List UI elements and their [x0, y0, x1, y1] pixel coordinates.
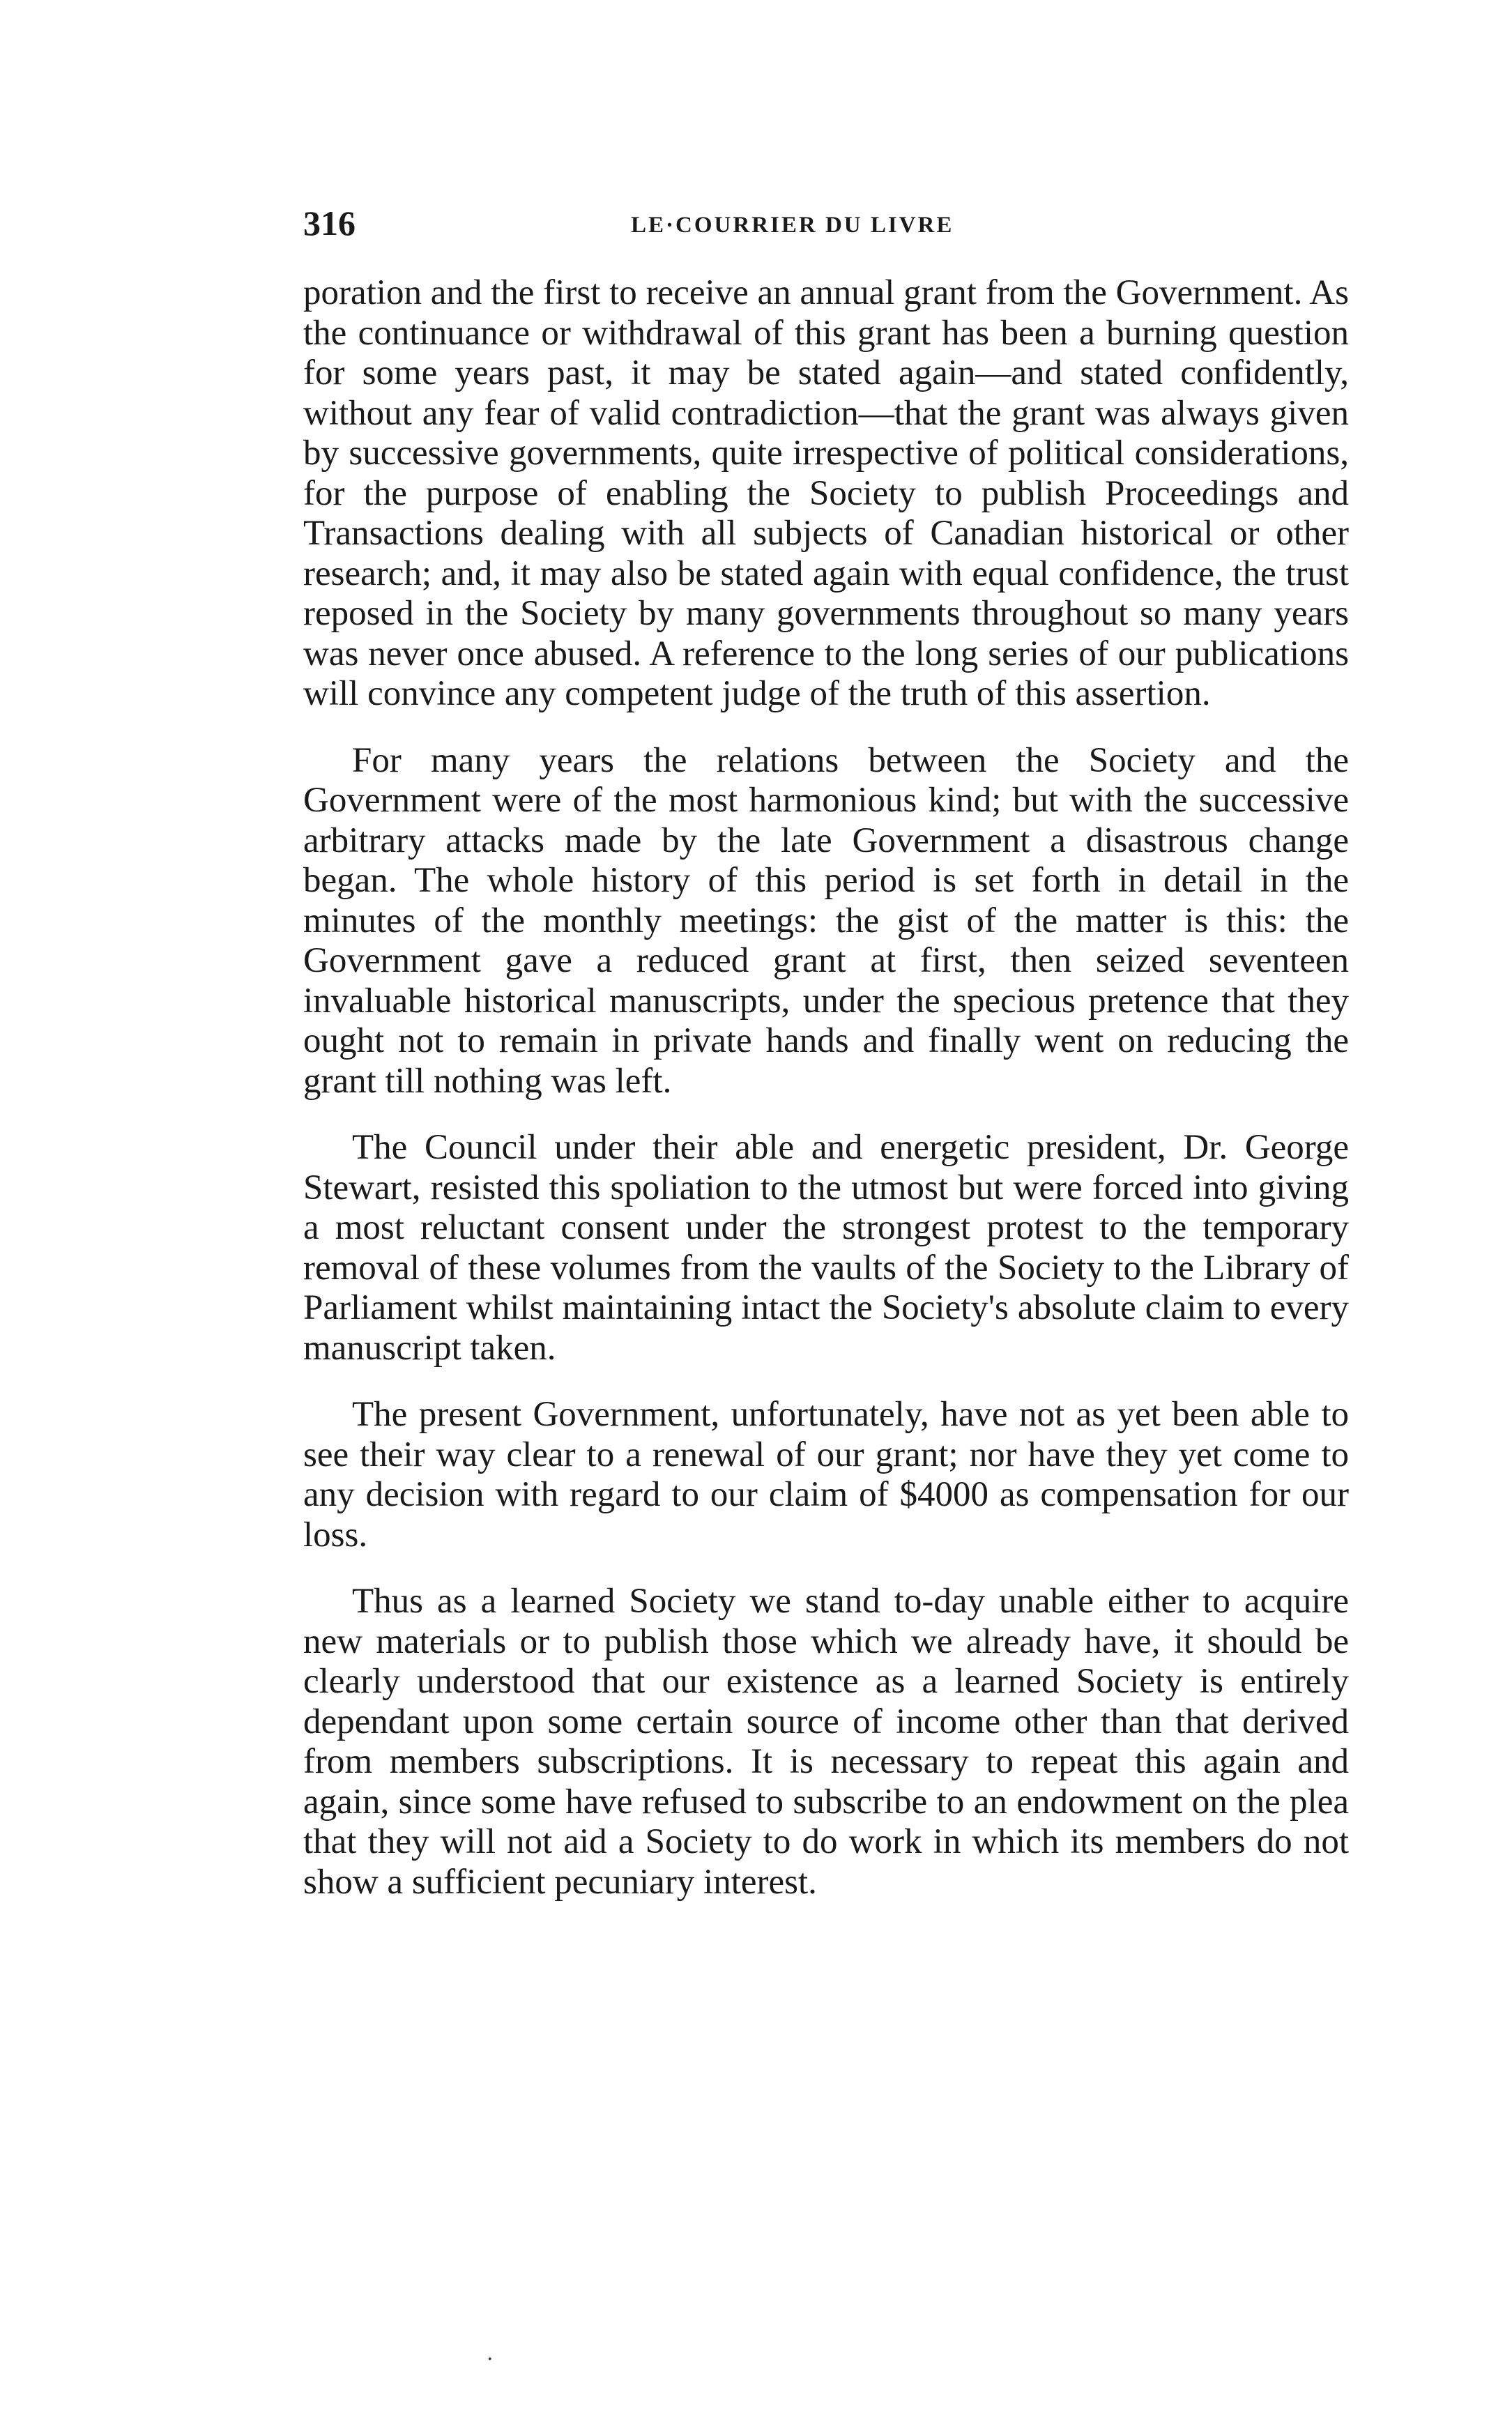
paragraph-present-government: The present Government, unfortunately, have not as yet been able to see their way clear to a renewal of our grant; nor have they yet come to any decision with regard to our claim of $4000 as compensation for our loss. — [303, 1395, 1349, 1555]
page-number: 316 — [303, 204, 356, 243]
journal-title: LE·COURRIER DU LIVRE — [631, 213, 954, 238]
paragraph-council: The Council under their able and energetic president, Dr. George Stewart, resisted this spoliation to the utmost but were forced into giving a most reluctant consent under the strongest protest to the temporary removal of these volumes from the vaults of the Society to the Library of Parliament whilst maintaining intact the Society's absolute claim to every manuscript taken. — [303, 1128, 1349, 1368]
paragraph-learned-society: Thus as a learned Society we stand to-day unable either to acquire new materials or to publish those which we already have, it should be clearly understood that our existence as a learned Society is entirely dependant upon some certain source of income other than that derived from members subscriptions. It is necessary to repeat this again and again, since some have refused to subscribe to an endowment on the plea that they will not aid a Society to do work in which its members do not show a sufficient pecuniary interest. — [303, 1582, 1349, 1902]
paragraph-continuation: poration and the first to receive an annual grant from the Government. As the continuance or withdrawal of this grant has been a burning question for some years past, it may be stated again—and stated confidently, without any fear of valid contradiction—that the grant was always given by successive governments, quite irrespective of political considerations, for the purpose of enabling the Society to publish Proceedings and Transactions dealing with all subjects of Canadian historical or other research; and, it may also be stated again with equal confidence, the trust reposed in the Society by many governments throughout so many years was never once abused. A reference to the long series of our publications will convince any competent judge of the truth of this assertion. — [303, 273, 1349, 713]
body-text — [303, 273, 1349, 1929]
running-head — [303, 202, 1349, 251]
paragraph-relations: For many years the relations between the Society and the Government were of the most harmonious kind; but with the successive arbitrary attacks made by the late Government a disastrous change began. The whole history of this period is set forth in detail in the minutes of the monthly meetings: the gist of the matter is this: the Government gave a reduced grant at first, then seized seventeen invaluable historical manuscripts, under the specious pretence that they ought not to remain in private hands and finally went on reducing the grant till nothing was left. — [303, 740, 1349, 1101]
ink-speck: · — [487, 2347, 494, 2372]
